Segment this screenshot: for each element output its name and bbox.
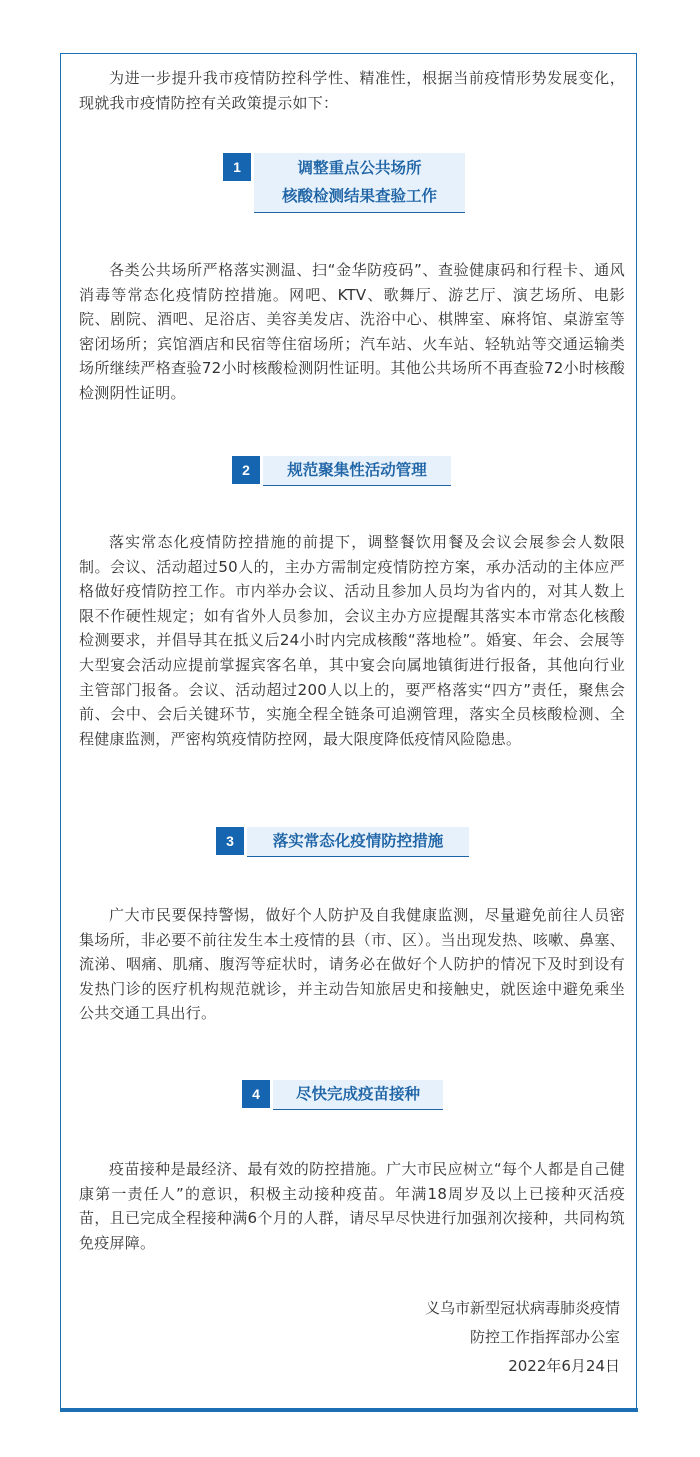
section-2-number: 2: [232, 456, 260, 484]
section-2-title: 规范聚集性活动管理: [263, 456, 451, 486]
signature-line1: 义乌市新型冠状病毒肺炎疫情: [424, 1299, 620, 1317]
signature-block: [300, 1294, 620, 1381]
section-2-body: 落实常态化疫情防控措施的前提下，调整餐饮用餐及会议会展参会人数限制。会议、活动超过50人的，主办方需制定疫情防控方案，承办活动的主体应严格做好疫情防控工作。市内举办会议、活动且参加人员均为省内的，对其人数上限不作硬性规定；如有省外人员参加，会议主办方应提醒其落实本市常态化核酸检测要求，并倡导其在抵义后24小时内完成核酸“落地检”。婚宴、年会、会展等大型宴会活动应提前掌握宾客名单，其中宴会向属地镇街进行报备，其他向行业主管部门报备。会议、活动超过200人以上的，要严格落实“四方”责任，聚焦会前、会中、会后关键环节，实施全程全链条可追溯管理，落实全员核酸检测、全程健康监测，严密构筑疫情防控网，最大限度降低疫情风险隐患。: [79, 533, 625, 748]
section-1-number: 1: [223, 153, 251, 181]
section-3-body: 广大市民要保持警惕，做好个人防护及自我健康监测，尽量避免前往人员密集场所，非必要不前往发生本土疫情的县（市、区）。当出现发热、咳嗽、鼻塞、流涕、咽痛、肌痛、腹泻等症状时，请务必在做好个人防护的情况下及时到设有发热门诊的医疗机构规范就诊，并主动告知旅居史和接触史，就医途中避免乘坐公共交通工具出行。: [79, 906, 625, 1023]
section-3-number: 3: [216, 827, 244, 855]
signature-line2: 防控工作指挥部办公室: [469, 1328, 620, 1346]
section-4-number: 4: [242, 1080, 270, 1108]
section-1-title-line2: 核酸检测结果查验工作: [281, 187, 437, 205]
intro-paragraph: 为进一步提升我市疫情防控科学性、精准性，根据当前疫情形势发展变化，现就我市疫情防控有关政策提示如下：: [79, 69, 625, 112]
section-4-body: 疫苗接种是最经济、最有效的防控措施。广大市民应树立“每个人都是自己健康第一责任人”的意识，积极主动接种疫苗。年满18周岁及以上已接种灭活疫苗，且已完成全程接种满6个月的人群，请尽早尽快进行加强剂次接种，共同构筑免疫屏障。: [79, 1160, 625, 1252]
section-4-title: 尽快完成疫苗接种: [273, 1080, 443, 1110]
section-3-title: 落实常态化疫情防控措施: [247, 827, 469, 857]
frame-bottom-border: [60, 1408, 638, 1412]
section-1-title: [254, 153, 465, 213]
section-1-title-line1: 调整重点公共场所: [297, 159, 422, 177]
section-1-body: 各类公共场所严格落实测温、扫“金华防疫码”、查验健康码和行程卡、通风消毒等常态化疫情防控措施。网吧、KTV、歌舞厅、游艺厅、演艺场所、电影院、剧院、酒吧、足浴店、美容美发店、洗浴中心、棋牌室、麻将馆、桌游室等密闭场所；宾馆酒店和民宿等住宿场所；汽车站、火车站、轻轨站等交通运输类场所继续严格查验72小时核酸检测阴性证明。其他公共场所不再查验72小时核酸检测阴性证明。: [79, 261, 625, 402]
signature-date: 2022年6月24日: [508, 1357, 620, 1375]
